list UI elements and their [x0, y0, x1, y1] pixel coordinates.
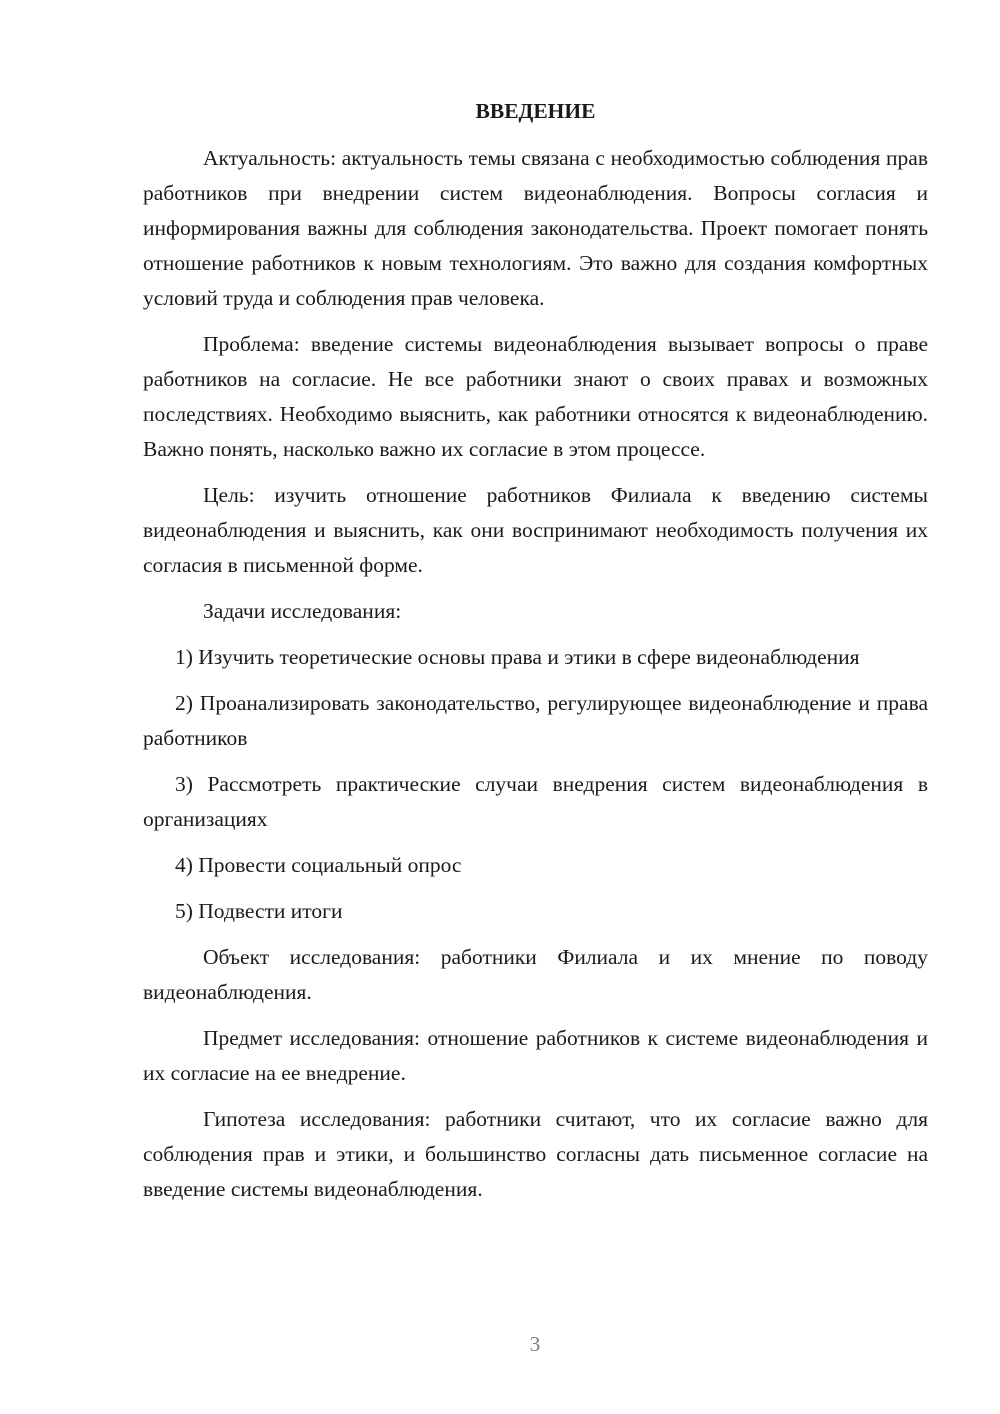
task-item-3: 3) Рассмотреть практические случаи внедрения систем видеонаблюдения в организациях: [143, 772, 928, 831]
page-title: ВВЕДЕНИЕ: [475, 99, 596, 123]
problem-paragraph: Проблема: введение системы видеонаблюдения вызывает вопросы о праве работников на согласие. Не все работники знают о своих правах и возможных последствиях. Необходимо выяснить, как работники относятся к видеонаблюдению. Важно понять, насколько важно их согласие в этом процессе.: [143, 332, 928, 461]
tasks-heading: Задачи исследования:: [203, 599, 402, 623]
subject-paragraph: Предмет исследования: отношение работников к системе видеонаблюдения и их согласие на ее внедрение.: [143, 1026, 928, 1085]
goal-paragraph: Цель: изучить отношение работников Филиала к введению системы видеонаблюдения и выяснить, как они воспринимают необходимость получения их согласия в письменной форме.: [143, 483, 928, 577]
relevance-paragraph: Актуальность: актуальность темы связана с необходимостью соблюдения прав работников при внедрении систем видеонаблюдения. Вопросы согласия и информирования важны для соблюдения законодательства. Проект помогает понять отношение работников к новым технологиям. Это важно для создания комфортных условий труда и соблюдения прав человека.: [143, 146, 928, 310]
page-content: [143, 94, 928, 1218]
hypothesis-paragraph: Гипотеза исследования: работники считают, что их согласие важно для соблюдения прав и этики, и большинство согласны дать письменное согласие на введение системы видеонаблюдения.: [143, 1107, 928, 1201]
task-item-5: 5) Подвести итоги: [175, 899, 343, 923]
object-paragraph: Объект исследования: работники Филиала и их мнение по поводу видеонаблюдения.: [143, 945, 928, 1004]
task-item-4: 4) Провести социальный опрос: [175, 853, 462, 877]
page-number: 3: [529, 1332, 541, 1356]
task-item-1: 1) Изучить теоретические основы права и этики в сфере видеонаблюдения: [175, 645, 860, 669]
task-item-2: 2) Проанализировать законодательство, регулирующее видеонаблюдение и права работников: [143, 691, 928, 750]
